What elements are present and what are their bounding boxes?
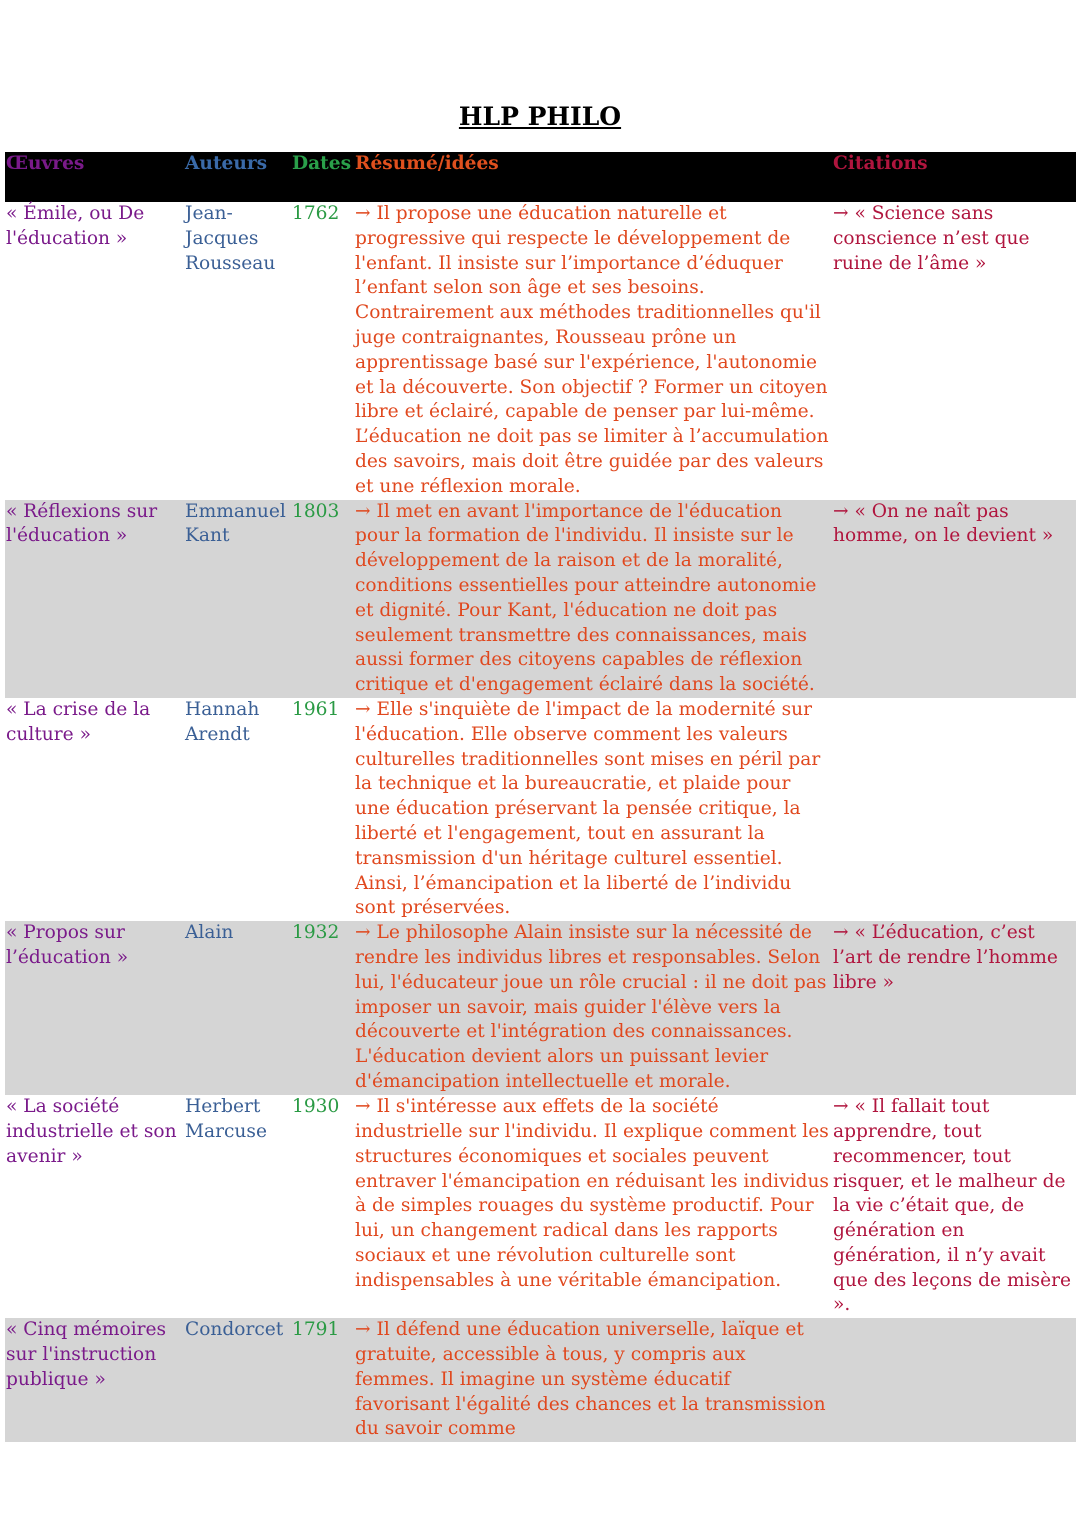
page-title: HLP PHILO — [458, 102, 622, 131]
cell-oeuvre: « La crise de la culture » — [6, 698, 151, 745]
header-auteurs: Auteurs — [185, 153, 268, 174]
cell-resume: → Il défend une éducation universelle, laïque et gratuite, accessible à tous, y compris aux femmes. Il imagine un système éducatif favorisant l'égalité des chances et la transmission du savoir comme — [355, 1319, 826, 1440]
cell-date: 1930 — [292, 1096, 340, 1118]
cell-resume: → Le philosophe Alain insiste sur la nécessité de rendre les individus libres et responsables. Selon lui, l'éducateur joue un rôle crucial : il ne doit pas imposer un savoir, mais guider l'élève vers la découverte et l'intégration des connaissances. L'éducation devient alors un puissant levier d'émancipation intellectuelle et morale. — [355, 922, 827, 1092]
header-oeuvres: Œuvres — [6, 153, 85, 174]
cell-auteur: Jean-Jacques Rousseau — [185, 203, 276, 274]
header-resume: Résumé/idées — [355, 153, 499, 174]
cell-oeuvre: « Cinq mémoires sur l'instruction publique » — [6, 1319, 167, 1390]
cell-resume: → Elle s'inquiète de l'impact de la modernité sur l'éducation. Elle observe comment les valeurs culturelles traditionnelles sont mises en péril par la technique et la bureaucratie, et plaide pour une éducation préservant la pensée critique, la liberté et l'engagement, tout en assurant la transmission d'un héritage culturel essentiel. Ainsi, l’émancipation et la liberté de l’individu sont préservées. — [355, 698, 821, 919]
cell-citation — [832, 1318, 1076, 1442]
cell-resume: → Il s'intéresse aux effets de la société industrielle sur l'individu. Il explique comment les structures économiques et sociales peuvent entraver l'émancipation en réduisant les individus à de simples rouages du système productif. Pour lui, un changement radical dans les rapports sociaux et une révolution culturelle sont indispensables à une véritable émancipation. — [355, 1096, 829, 1291]
table-row — [5, 698, 1076, 921]
cell-citation — [832, 698, 1076, 921]
cell-date: 1762 — [292, 203, 340, 224]
header-dates: Dates — [292, 153, 352, 174]
cell-citation: → « L’éducation, c’est l’art de rendre l’homme libre » — [833, 922, 1058, 993]
table-header-row — [5, 152, 1076, 202]
cell-date: 1803 — [292, 500, 340, 522]
cell-auteur: Alain — [185, 922, 234, 944]
table-row — [5, 921, 1076, 1095]
cell-resume: → Il met en avant l'importance de l'éducation pour la formation de l'individu. Il insiste sur le développement de la raison et de la moralité, conditions essentielles pour atteindre autonomie et dignité. Pour Kant, l'éducation ne doit pas seulement transmettre des connaissances, mais aussi former des citoyens capables de réflexion critique et d'engagement éclairé dans la société. — [355, 500, 817, 696]
cell-date: 1961 — [292, 698, 340, 720]
cell-oeuvre: « Réflexions sur l'éducation » — [6, 500, 158, 547]
table-row — [5, 202, 1076, 500]
cell-auteur: Herbert Marcuse — [185, 1096, 267, 1142]
cell-citation: → « Science sans conscience n’est que ruine de l’âme » — [833, 203, 1030, 274]
works-table — [5, 152, 1076, 1442]
cell-citation: → « On ne naît pas homme, on le devient » — [833, 500, 1054, 547]
table-row — [5, 1318, 1076, 1442]
cell-auteur: Emmanuel Kant — [185, 500, 286, 547]
cell-date: 1932 — [292, 922, 340, 944]
cell-auteur: Condorcet — [185, 1319, 284, 1341]
cell-oeuvre: « Émile, ou De l'éducation » — [6, 203, 145, 249]
table-row — [5, 1095, 1076, 1318]
cell-resume: → Il propose une éducation naturelle et progressive qui respecte le développement de l'enfant. Il insiste sur l’importance d’éduquer l’enfant selon son âge et ses besoins. Contrairement aux méthodes traditionnelles qu'il juge contraignantes, Rousseau prône un apprentissage basé sur l'expérience, l'autonomie et la découverte. Son objectif ? Former un citoyen libre et éclairé, capable de penser par lui-même. L’éducation ne doit pas se limiter à l’accumulation des savoirs, mais doit être guidée par des valeurs et une réflexion morale. — [355, 203, 829, 497]
table-row — [5, 500, 1076, 698]
cell-oeuvre: « Propos sur l’éducation » — [6, 922, 129, 968]
cell-citation: → « Il fallait tout apprendre, tout recommencer, tout risquer, et le malheur de la vie c’était que, de génération en génération, il n’y avait que des leçons de misère ». — [833, 1096, 1071, 1316]
cell-date: 1791 — [292, 1319, 340, 1341]
cell-oeuvre: « La société industrielle et son avenir » — [6, 1096, 177, 1167]
cell-auteur: Hannah Arendt — [185, 698, 260, 745]
header-citations: Citations — [833, 153, 928, 174]
